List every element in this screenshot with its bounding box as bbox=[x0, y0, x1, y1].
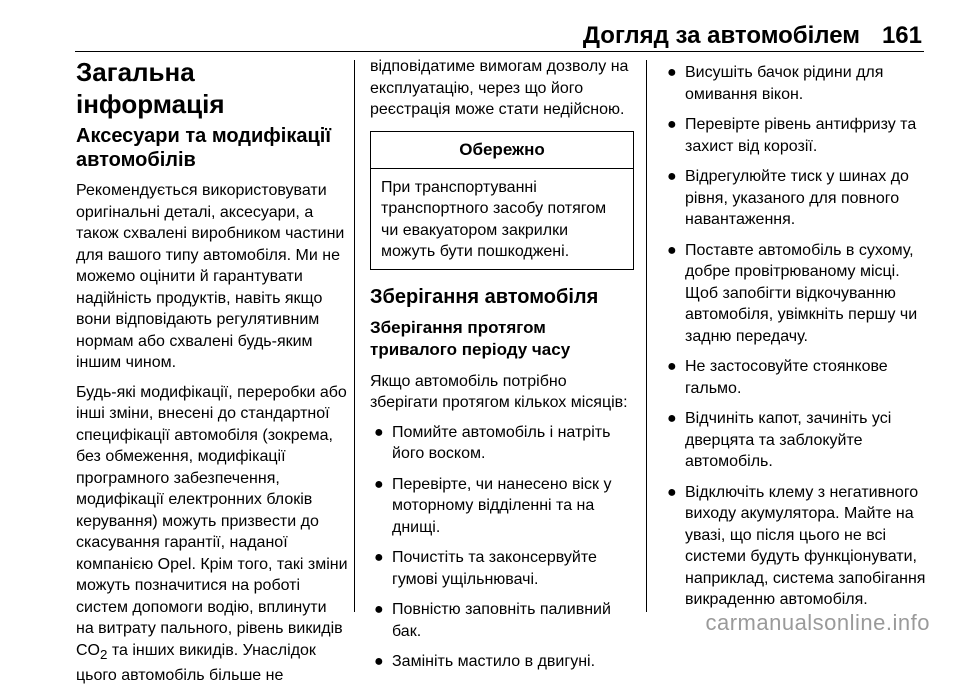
watermark: carmanualsonline.info bbox=[705, 610, 930, 635]
warning-title: Обережно bbox=[371, 132, 633, 169]
paragraph-storage-intro: Якщо автомобіль потрібно зберігати протягом кількох місяців: bbox=[370, 372, 628, 411]
column-3 bbox=[663, 62, 931, 620]
bullet-icon: ● bbox=[374, 653, 384, 670]
modifications-text: Будь-які модифікації, переробки або інші зміни, внесені до стандартної специфікації автомобіля (зокрема, без обмеження, модифікації програмного забезпечення, модифікації електронних блоків керування) можуть призвести до скасування гарантії, наданої компанією Opel. Крім того, такі зміни можуть позначитися на роботі систем допомоги водію, вплинути на витрату пального, рівень викидів CO bbox=[76, 383, 348, 659]
list-item-text: Відрегулюйте тиск у шинах до рівня, указаного для повного навантаження. bbox=[685, 168, 909, 228]
bullet-icon: ● bbox=[667, 410, 677, 427]
column-divider-2 bbox=[646, 60, 647, 612]
list-item-text: Відчиніть капот, зачиніть усі дверцята та заблокуйте автомобіль. bbox=[685, 410, 892, 470]
list-item-text: Поставте автомобіль в сухому, добре провітрюваному місці. Щоб запобігти відкочуванню автомобіля, увімкніть першу чи задню передачу. bbox=[685, 241, 918, 345]
list-item-text: Замініть мастило в двигуні. bbox=[392, 653, 596, 670]
bullet-icon: ● bbox=[667, 483, 677, 501]
page-header bbox=[0, 0, 960, 52]
list-item bbox=[370, 651, 634, 673]
list-item bbox=[370, 599, 634, 642]
list-item-text: Перевірте, чи нанесено віск у моторному відділенні та на днищі. bbox=[392, 475, 612, 536]
section-title-storage: Зберігання автомобіля bbox=[370, 285, 599, 308]
paragraph-modifications bbox=[76, 382, 348, 687]
subsection-title-accessories: Аксесуари та модифікації автомобілів bbox=[76, 125, 331, 171]
list-item bbox=[663, 356, 931, 399]
section-title-general-info: Загальна інформація bbox=[76, 57, 225, 119]
bullet-icon: ● bbox=[667, 358, 677, 375]
list-item-text: Почистіть та законсервуйте гумові ущільнювачі. bbox=[392, 549, 597, 588]
modifications-tail: та інших викидів. Унаслідок цього автомобіль більше не bbox=[76, 641, 316, 685]
column-2 bbox=[370, 56, 634, 682]
list-item bbox=[370, 422, 634, 465]
list-item-text: Висушіть бачок рідини для омивання вікон. bbox=[685, 64, 884, 103]
list-item bbox=[663, 62, 931, 105]
header-rule bbox=[75, 51, 924, 52]
list-item bbox=[663, 166, 931, 231]
list-item bbox=[663, 114, 931, 157]
bullet-icon: ● bbox=[374, 423, 384, 441]
bullet-icon: ● bbox=[667, 241, 677, 259]
list-item bbox=[663, 408, 931, 473]
bullet-icon: ● bbox=[667, 168, 677, 185]
list-item-text: Повністю заповніть паливний бак. bbox=[392, 601, 611, 640]
warning-text: При транспортуванні транспортного засобу потягом чи евакуатором закрилки можуть бути пошкоджені. bbox=[381, 178, 607, 260]
list-item-text: Помийте автомобіль і натріть його воском. bbox=[392, 423, 611, 462]
list-item bbox=[663, 482, 931, 611]
co2-subscript: 2 bbox=[100, 646, 108, 662]
paragraph-continuation: відповідатиме вимогам дозволу на експлуатацію, через що його реєстрація може стати недійсною. bbox=[370, 58, 629, 118]
subsection-title-long-storage: Зберігання протягом тривалого періоду часу bbox=[370, 317, 571, 359]
storage-steps-list bbox=[370, 422, 634, 673]
list-item bbox=[370, 547, 634, 590]
column-divider-1 bbox=[354, 60, 355, 612]
bullet-icon: ● bbox=[667, 64, 677, 81]
column-1 bbox=[76, 56, 348, 695]
running-title: Догляд за автомобілем bbox=[582, 22, 860, 49]
bullet-icon: ● bbox=[374, 475, 384, 493]
bullet-icon: ● bbox=[374, 601, 384, 618]
warning-box bbox=[370, 131, 634, 270]
storage-steps-list-continued bbox=[663, 62, 931, 611]
page-number: 161 bbox=[881, 22, 922, 49]
list-item bbox=[370, 474, 634, 539]
list-item-text: Відключіть клему з негативного виходу акумулятора. Майте на увазі, що після цього не всі системи будуть функціонувати, наприклад, система запобігання викраденню автомобіля. bbox=[685, 483, 926, 608]
list-item-text: Перевірте рівень антифризу та захист від корозії. bbox=[685, 116, 917, 155]
paragraph-recommendation: Рекомендується використовувати оригінальні деталі, аксесуари, а також схвалені виробником частини для вашого типу автомобіля. Ми не можемо оцінити й гарантувати надійність продуктів, навіть якщо вони відповідають регулятивним нормам або схвалені будь-яким іншим чином. bbox=[76, 182, 345, 371]
bullet-icon: ● bbox=[667, 116, 677, 133]
bullet-icon: ● bbox=[374, 549, 384, 566]
list-item bbox=[663, 240, 931, 348]
list-item-text: Не застосовуйте стоянкове гальмо. bbox=[685, 358, 888, 397]
